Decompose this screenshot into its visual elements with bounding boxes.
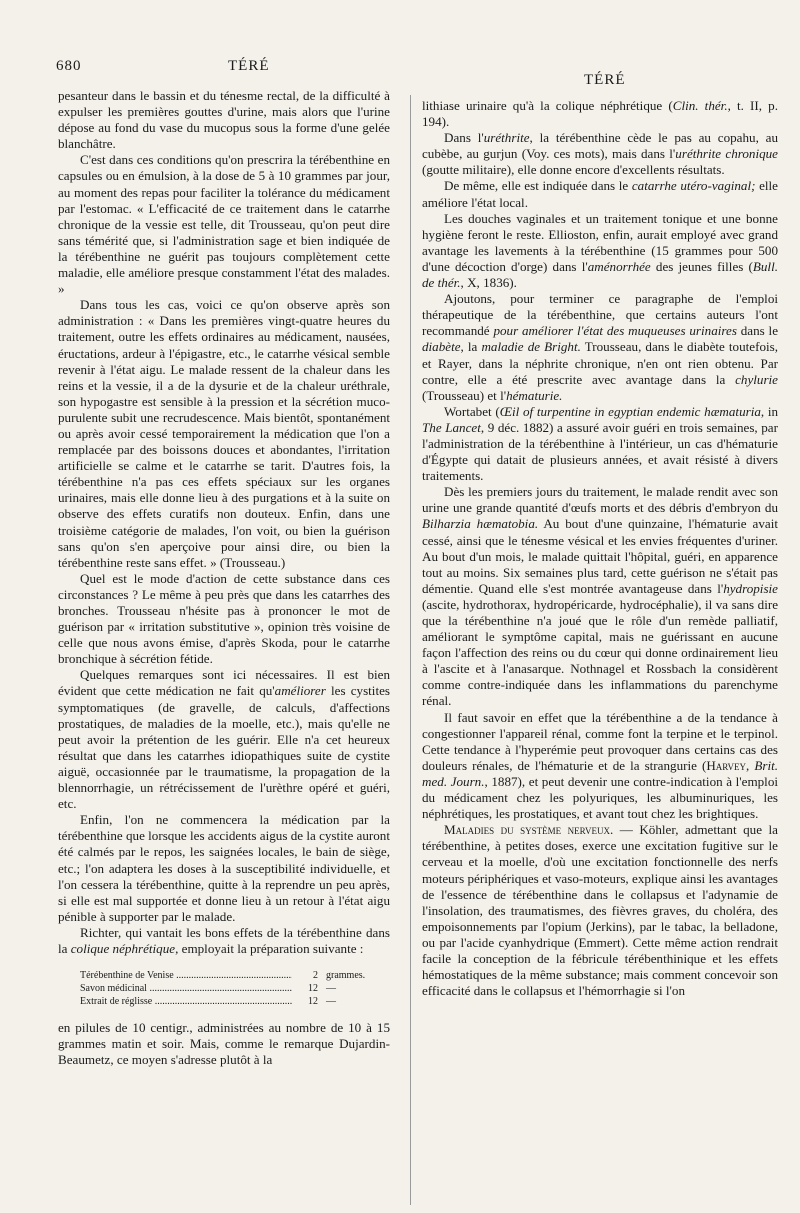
italic-term: uréthrite chronique	[675, 146, 778, 162]
italic-term: diabète	[422, 339, 461, 355]
paragraph-enfin: Enfin, l'on ne commencera la médication par la térébenthine que lorsque les accidents aigus de la cystite auront été calmés par le repos, les saignées locales, le bain de siège, etc.; l'on adaptera les doses à la susceptibilité individuelle, et l'on cessera la térébenthine, quitte à la reprendre un peu après, si elle est mal supportée et donne lieu à un retour à l'état aigu pénible à supporter par le malade.	[58, 812, 390, 924]
text-run: Wortabet (	[444, 403, 500, 419]
right-column	[422, 98, 778, 999]
column-divider	[410, 95, 411, 1205]
paragraph-wortabet	[422, 404, 778, 484]
paragraph-remarks	[58, 667, 390, 812]
italic-term: aménorrhée	[587, 258, 651, 274]
italic-term: améliorer	[274, 683, 326, 699]
text-run: Ajoutons, pour terminer ce paragraphe de l'emploi thérapeutique de la térébenthine, que certains auteurs l'ont recommandé	[422, 291, 778, 339]
recipe-ingredient: Térébenthine de Venise .....	[80, 969, 292, 982]
paragraph-administration: Dans tous les cas, voici ce qu'on observe après son administration : « Dans les premières vingt-quatre heures du traitement, outre les effets ordinaires au médicament, nausées, éructations, ardeur à l'épigastre, etc., le catarrhe vésical semble revenir à l'état aigu. Le malade ressent de la chaleur dans les reins et la vessie, il a de la dysurie et de la chaleur uréthrale, son hypogastre est sensible à la pression et la sécrétion muco-purulente subit une recrudescence. Mais bientôt, spontanément ou après avoir cessé temporairement la médication que l'on a remplacée par des boissons douces et abondantes, l'irritation artificielle se calme et le catarrhe se tarit. D'autres fois, la térébenthine n'a pas ces effets spéciaux sur les organes urinaires, mais elle donne lieu à des purgations et à la suite on observe des effets curatifs non douteux. Enfin, dans une troisième catégorie de malades, l'on voit, ou bien la guérison sans qu'on s'en aperçoive pour ainsi dire, ou bien la térébenthine reste sans effet. » (Trousseau.)	[58, 297, 390, 570]
recipe-unit: —	[326, 996, 336, 1008]
text-run: , 1887), et peut devenir une contre-indication à l'emploi du médicament chez les polyuriques, les albuminuriques, les néphrétiques, les prostatiques, et avant tout chez les brightiques.	[422, 773, 778, 822]
paragraph-ajoutons	[422, 291, 778, 404]
italic-term: catarrhe utéro-vaginal;	[631, 178, 756, 194]
paragraph-mode-action: Quel est le mode d'action de cette substance dans ces circonstances ? Le même à peu près que dans les catarrhes des bronches. Trousseau n'hésite pas à prononcer le mot de guérison par « irritation substitutive », opinion très voisine de celle que nous avons émise, d'après Skoda, pour le catarrhe bronchique à sécrétion fétide.	[58, 570, 390, 667]
text-run: Dès les premiers jours du traitement, le malade rendit avec son urine une grande quantité d'œufs morts et des débris d'embryon du	[422, 484, 778, 516]
italic-term: pour améliorer l'état des muqueuses urinaires	[493, 323, 737, 339]
paragraph-premiers-jours	[422, 484, 778, 709]
text-run: , la térébenthine cède le pas au copahu, au cubèbe, au gurjun (Voy. ces mots), mais dans l'	[422, 130, 778, 162]
text-run: Au bout d'une quinzaine, l'hématurie avait cessé, ainsi que le ténesme vésical et les envies fréquentes d'uriner. Au bout d'un mois, le malade quittait l'hôpital, guéri, en apparence tout au moins. Six semaines plus tard, cette guérison ne s'était pas démentie. Quand elle s'est montrée avantageuse dans l'	[422, 516, 778, 596]
italic-term: hématurie.	[506, 387, 563, 403]
text-run: (Trousseau) et l'	[422, 387, 507, 403]
text-run: , employait la préparation suivante :	[175, 940, 364, 956]
recipe-list	[80, 969, 390, 1008]
page-number: 680	[56, 58, 82, 74]
recipe-unit: —	[326, 983, 336, 995]
italic-term: hydropisie	[723, 580, 778, 596]
paragraph-urethrite	[422, 130, 778, 178]
text-run: Richter, qui vantait les bons effets de la térébenthine dans la	[58, 924, 390, 956]
italic-term: Bilharzia hæmatobia.	[422, 516, 539, 532]
italic-reference: Brit. med. Journ.	[422, 757, 778, 789]
text-run: Trousseau, dans le diabète toutefois, et Rayer, dans la néphrite chronique, n'en ont rien obtenu. Par contre, elle a été prescrite avec avantage dans la	[422, 339, 779, 387]
text-run: elle améliore l'état local.	[422, 178, 778, 210]
italic-reference: Œil of turpentine in egyptian endemic hæmaturia	[499, 403, 761, 419]
text-run: Il faut savoir en effet que la térébenthine a de la tendance à congestionner l'appareil rénal, comme font la terpine et le terpinol. Cette tendance à l'hyperémie peut provoquer dans certains cas des douleurs rénales, de l'hématurie et de la strangurie (	[422, 709, 778, 773]
text-run: — Köhler, admettant que la térébenthine, à petites doses, exerce une excitation fugitive sur le cerveau et la moelle, d'où une excitation fonctionnelle des nerfs moteurs périphériques et vaso-moteurs, explique ainsi les avantages de l'essence de térébenthine dans le collapsus et l'adynamie de l'insolation, des traumatismes, des fièvres graves, du choléra, des empoisonnements par l'opium (Jerkins), par le tabac, la belladone, ou par l'acide cyanhydrique (Emmert). Cette même action rendrait facile la conception de la fébricule térébenthinique et les effets hémostatiques de la même substance; mais comment concevoir son efficacité dans le collapsus et l'hémorrhagie si l'on	[422, 822, 778, 999]
text-run: dans le	[736, 323, 779, 339]
paragraph-systeme-nerveux	[422, 822, 778, 999]
text-run: lithiase urinaire qu'à la colique néphrétique (	[422, 98, 673, 113]
italic-term: colique néphrétique	[70, 940, 176, 956]
recipe-row	[80, 969, 390, 982]
text-run: , t. II, p. 194).	[422, 98, 778, 130]
text-run: Quelques remarques sont ici nécessaires. Il est bien évident que cette médication ne fait qu'	[58, 667, 390, 699]
paragraph-douches	[422, 211, 778, 291]
italic-reference: Bull. de thér.	[422, 258, 778, 291]
italic-term: uréthrite	[483, 130, 530, 146]
recipe-quantity: 2	[313, 970, 318, 982]
paragraph-lithiase	[422, 98, 778, 130]
paragraph-catarrhe-uterin	[422, 178, 778, 210]
italic-term: chylurie	[735, 371, 778, 387]
text-run: , la	[460, 339, 482, 355]
paragraph-congestion	[422, 710, 778, 823]
running-title-left: TÉRÉ	[228, 58, 270, 74]
left-column	[58, 88, 390, 1068]
author-name: Harvey	[706, 757, 747, 773]
recipe-ingredient: Extrait de réglisse .....	[80, 995, 292, 1008]
recipe-ingredient: Savon médicinal .....	[80, 982, 292, 995]
text-run: , in	[760, 403, 779, 419]
text-run: De même, elle est indiquée dans le	[444, 178, 632, 194]
paragraph-continuation: pesanteur dans le bassin et du ténesme rectal, de la difficulté à expulser les premières gouttes d'urine, mais alors que l'urine dépose au fond du vase du mucopus sous la forme d'une gelée blanchâtre.	[58, 88, 390, 152]
text-run: (ascite, hydrothorax, hydropéricarde, hydrocéphalie), il va sans dire que la térébenthine n'a joué que le rôle d'un remède palliatif, améliorant le symptôme capital, mais ne guérissant en aucune façon l'affection des reins ou du cœur qui donne ordinairement lieu à l'ascite et à l'anasarque. Nothnagel et Rossbach la considèrent comme contre-indiquée dans les inflammations du parenchyme rénal.	[422, 596, 778, 709]
text-run: ,	[746, 757, 755, 773]
recipe-unit: grammes.	[326, 970, 366, 982]
italic-reference: The Lancet	[422, 419, 481, 435]
recipe-quantity: 12	[308, 996, 318, 1008]
text-run: des jeunes filles (	[650, 258, 753, 274]
paragraph-pilules: en pilules de 10 centigr., administrées au nombre de 10 à 15 grammes matin et soir. Mais, comme le remarque Dujardin-Beaumetz, ce moyen s'adresse plutôt à la	[58, 1020, 390, 1068]
text-run: (goutte militaire), elle donne encore d'excellents résultats.	[422, 162, 725, 178]
text-run: , X, 1836).	[460, 275, 517, 291]
paragraph-richter	[58, 925, 390, 957]
text-run: Les douches vaginales et un traitement tonique et une bonne hygiène feront le reste. Ellioston, enfin, aurait employé avec grand avantage les lavements à la térébenthine (15 grammes pour 500 d'une décoction d'orge) dans l'	[422, 210, 778, 274]
section-heading: Maladies du système nerveux.	[444, 822, 614, 838]
italic-reference: Clin. thér.	[672, 98, 728, 113]
recipe-quantity: 12	[308, 983, 318, 995]
italic-term: maladie de Bright.	[481, 339, 581, 355]
text-run: les cystites symptomatiques (de gravelle, de calculs, d'affections prostatiques, de maladies de la moelle, etc.), mais qu'elle ne peut avoir la prétention de les guérir. Elle n'a cet heureux résultat que dans les catarrhes idiopathiques suite de cystite aiguë, occasionnée par le traumatisme, la propagation de la blennorrhagie, un rétrécissement de l'urèthre opéré et guéri, etc.	[58, 683, 390, 812]
text-run: Dans l'	[444, 130, 484, 146]
recipe-row	[80, 982, 390, 995]
text-run: , 9 déc. 1882) a assuré avoir guéri en trois semaines, par l'administration de la térébenthine à l'intérieur, un cas d'hématurie d'Égypte qui datait de plusieurs années, et avait résisté à divers traitements.	[422, 419, 778, 484]
recipe-row	[80, 995, 390, 1008]
paragraph-conditions: C'est dans ces conditions qu'on prescrira la térébenthine en capsules ou en émulsion, à la dose de 5 à 10 grammes par jour, au moment des repas pour faciliter la tolérance du médicament par l'estomac. « L'efficacité de ce traitement dans le catarrhe chronique de la vessie est telle, dit Trousseau, qu'on peut dire sans témérité que, si l'administration sage et bien indiquée de la térébenthine ne guérit pas toujours complètement cette maladie, elle améliore presque constamment l'état des malades. »	[58, 152, 390, 297]
running-title-right: TÉRÉ	[584, 72, 626, 88]
